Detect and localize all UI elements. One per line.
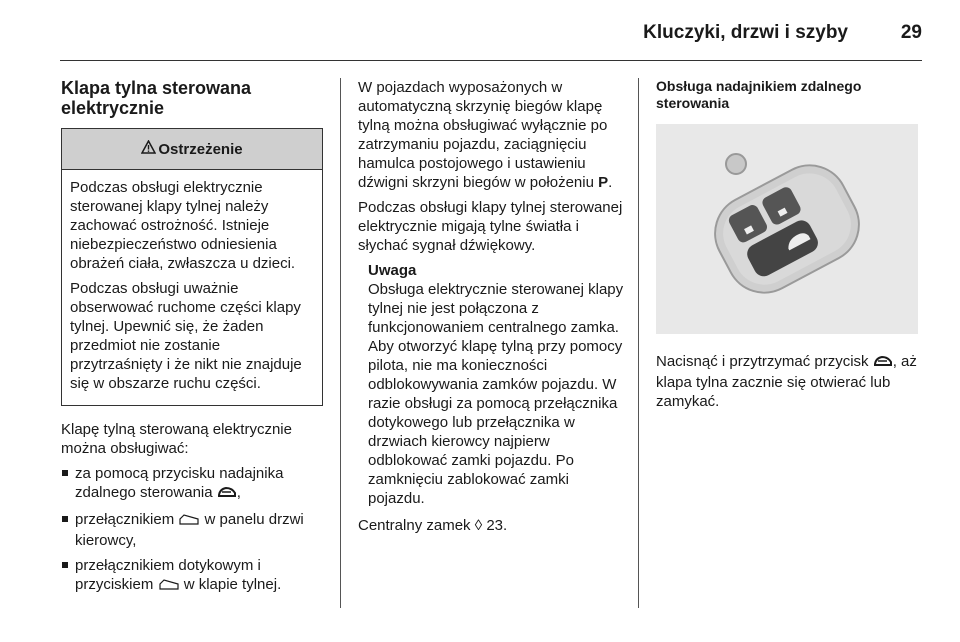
column-3 [656, 78, 922, 417]
car-remote-icon [873, 354, 893, 373]
remote-key-photo [656, 124, 918, 334]
section-title [61, 78, 323, 118]
cross-reference [358, 516, 626, 535]
list-item [61, 556, 323, 596]
column-divider-2 [638, 78, 639, 608]
gear-position: P [598, 174, 609, 191]
list-item [61, 464, 323, 504]
header-title: Kluczyki, drzwi i szyby [643, 22, 848, 43]
bullet-text: przełącznikiem [75, 511, 175, 528]
reference-text: Centralny zamek [358, 517, 471, 534]
intro-paragraph: Klapę tylną sterowaną elektrycznie można obsługiwać: [61, 421, 292, 457]
bullet-text-end: w panelu drzwi kierowcy, [75, 511, 304, 549]
header-rule [60, 60, 922, 61]
bullet-text: przełącznikiem dotykowym i przyciskiem [75, 557, 261, 593]
paragraph-automatic [358, 78, 626, 192]
instruction-text: Nacisnąć i przytrzymać przycisk [656, 353, 869, 370]
paragraph-signals: Podczas obsługi klapy tylnej sterowanej elektrycznie migają tylne światła i słychać sygnał dźwiękowy. [358, 199, 623, 254]
reference-page: 23. [486, 517, 508, 534]
reference-arrow-icon: ◊ [474, 517, 483, 534]
instruction-paragraph [656, 352, 922, 411]
warning-title: Ostrzeżenie [158, 140, 243, 158]
column-divider-1 [340, 78, 341, 608]
list-item [61, 510, 323, 550]
section-title-line1: Klapa tylna sterowana [61, 78, 252, 98]
warning-header [62, 129, 322, 170]
bullet-text: za pomocą przycisku nadajnika zdalnego sterowania [75, 465, 284, 501]
tailgate-button-icon [158, 577, 180, 596]
subsection-title: Obsługa nadajnikiem zdalnego sterowania [656, 78, 862, 111]
warning-body [62, 170, 322, 405]
warning-paragraph-2: Podczas obsługi uważnie obserwować ruchome części klapy tylnej. Upewnić się, że żaden przedmiot nie zostanie przytrzaśnięty i że nikt nie znajduje się w obszarze ruchu części. [70, 280, 302, 392]
bullet-list [61, 464, 323, 596]
car-remote-icon [217, 485, 237, 504]
column-2 [358, 78, 626, 541]
note-body: Obsługa elektrycznie sterowanej klapy tylnej nie jest połączona z funkcjonowaniem centralnego zamka. Aby otworzyć klapę tylną przy pomocy pilota, nie ma konieczności odblokowywania zamków pojazdu. W razie obsługi za pomocą przełącznika dotykowego lub przełącznika w drzwiach kierowcy najpierw odblokować zamki pojazdu. Po zamknięciu zablokować zamki pojazdu. [368, 281, 624, 507]
note-title: Uwaga [368, 262, 417, 279]
note-box [368, 261, 626, 508]
column-1 [61, 78, 323, 602]
paragraph-end: . [608, 174, 613, 191]
tailgate-switch-icon [178, 512, 200, 531]
warning-box [61, 128, 323, 406]
warning-triangle-icon [141, 140, 156, 159]
paragraph-text: W pojazdach wyposażonych w automatyczną skrzynię biegów klapę tylną można obsługiwać wyłącznie po zatrzymaniu pojazdu, zaciągnięciu hamulca postojowego i ustawieniu dźwigni skrzyni biegów w położeniu [358, 79, 608, 191]
section-title-line2: elektrycznie [61, 98, 165, 118]
warning-paragraph-1: Podczas obsługi elektrycznie sterowanej klapy tylnej należy zachować ostrożność. Istnieje niebezpieczeństwo odniesienia obrażeń ciała, zwłaszcza u dzieci. [70, 179, 296, 272]
page-number: 29 [900, 22, 922, 43]
bullet-text-end: w klapie tylnej. [183, 576, 282, 593]
bullet-text-end: , [236, 484, 241, 501]
instruction-text-end: , aż klapa tylna zacznie się otwierać lub zamykać. [656, 353, 917, 410]
